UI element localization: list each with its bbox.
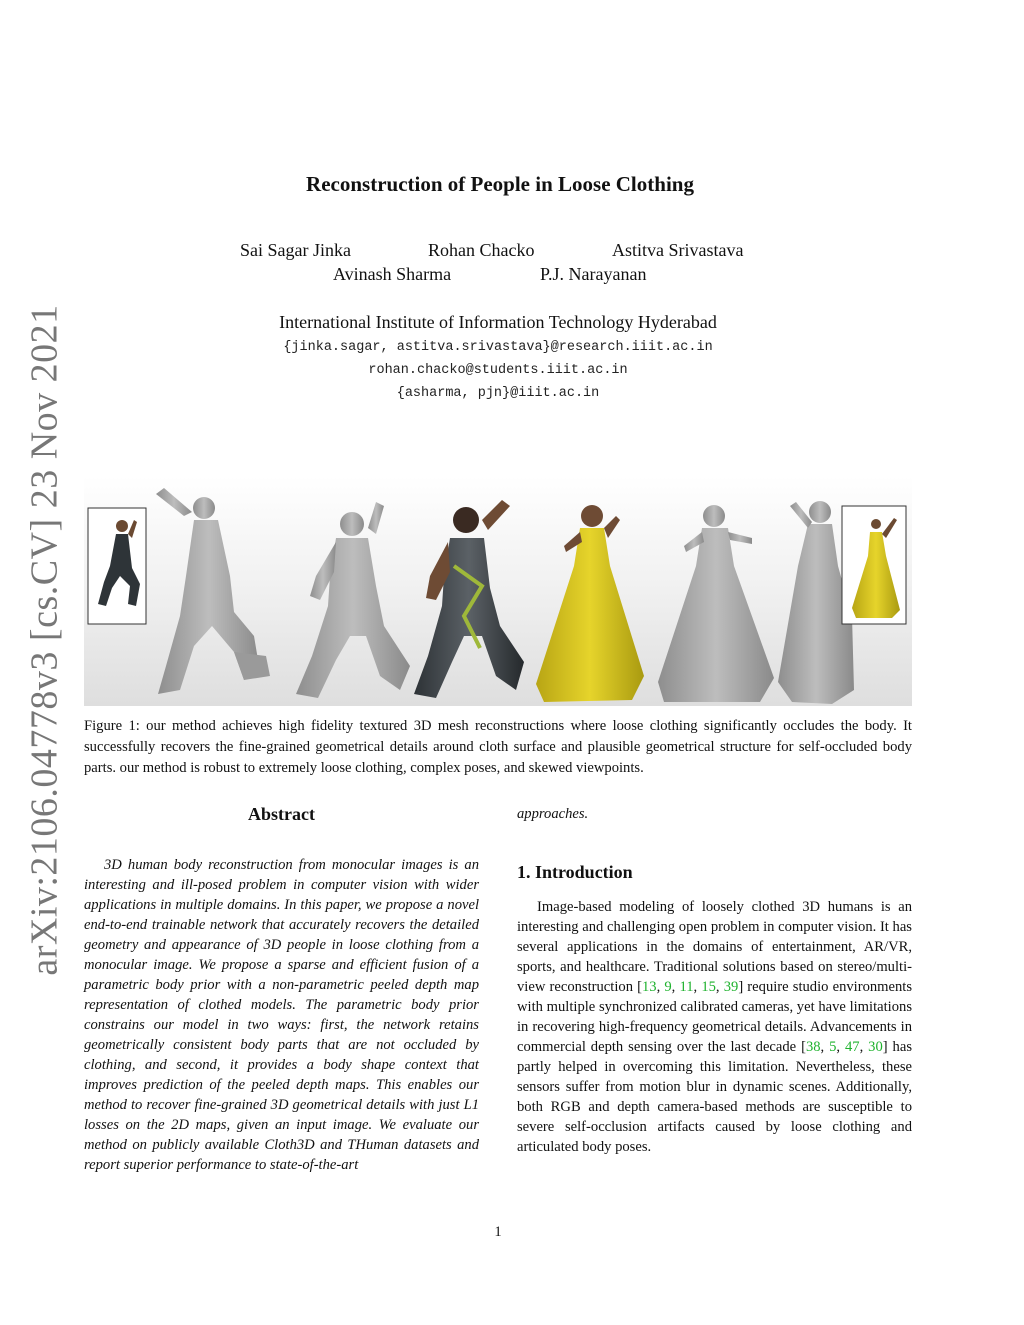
reconstruction-mesh-kneeling-2 [296,502,410,698]
abstract-heading: Abstract [248,804,315,824]
citation-link[interactable]: 15 [701,979,716,995]
paper-title: Reconstruction of People in Loose Clothing [306,172,694,196]
abstract-body [84,855,479,1175]
author-name: Avinash Sharma [333,264,452,284]
citation-link[interactable]: 5 [829,1039,837,1055]
author-name: Sai Sagar Jinka [240,240,351,260]
citation-link[interactable]: 38 [805,1039,821,1055]
abstract-continuation: approaches. [517,806,589,822]
teaser-figure [84,476,912,706]
reconstruction-mesh-dress-1 [658,505,774,702]
citation-link[interactable]: 39 [723,979,739,995]
email-line: rohan.chacko@students.iiit.ac.in [368,363,628,378]
citation-link[interactable]: 9 [664,979,672,995]
reconstruction-mesh-kneeling-1 [156,488,270,694]
section-heading-introduction: 1. Introduction [517,862,633,882]
input-image-thumbnail-left [88,508,146,624]
author-name: P.J. Narayanan [540,264,647,284]
citation-link[interactable]: 30 [868,1039,883,1055]
introduction-body [517,897,912,1157]
page-number: 1 [494,1224,502,1240]
arxiv-identifier-text: arXiv:2106.04778v3 [cs.CV] 23 Nov 2021 [24,304,66,976]
author-name: Astitva Srivastava [612,240,744,260]
teaser-illustration [84,476,912,706]
reconstruction-textured-dress [536,505,644,702]
affiliation: International Institute of Information Technology Hyderabad [279,312,717,332]
email-line: {asharma, pjn}@iiit.ac.in [396,386,600,401]
input-image-thumbnail-right [842,506,906,624]
citation-link[interactable]: 47 [845,1039,860,1055]
abstract-paragraph: 3D human body reconstruction from monocular images is an interesting and ill-posed problem in computer vision with wider applications in multiple domains. In this paper, we propose a novel end-to-end trainable network that accurately recovers the detailed geometry and appearance of 3D people in loose clothing from a monocular image. We propose a sparse and efficient fusion of a parametric body prior with a non-parametric peeled depth map representation of clothed models. The parametric body prior constrains our model in two ways: first, the network retains geometrically consistent body parts that are not occluded by clothing, and second, it provides a body shape context that improves prediction of the peeled depth maps. This enables our method to recover fine-grained 3D geometrical details with just L1 losses on the 2D maps, given an input image. We evaluate our method on publicly available Cloth3D and THuman datasets and report superior performance to state-of-the-art [84,857,479,1173]
citation-link[interactable]: 11 [679,979,694,995]
email-line: {jinka.sagar, astitva.srivastava}@research.iiit.ac.in [283,340,713,355]
citation-link[interactable]: 13 [641,979,657,995]
arxiv-identifier [24,304,66,976]
reconstruction-textured-kneeling [414,500,524,698]
intro-text: ] require studio environments with multiple synchronized calibrated cameras, yet have limitations in recovering high-frequency geometrical details. Advancements in commercial depth sensing over the last decade [ [517,979,913,1055]
author-name: Rohan Chacko [428,240,535,260]
intro-text: ] has partly helped in overcoming this limitation. Nevertheless, these sensors suffer from motion blur in dynamic scenes. Additionally, both RGB and depth camera-based methods are susceptible to severe self-occlusion artifacts caused by loose clothing and articulated body poses. [517,1039,913,1155]
figure-caption: Figure 1: our method achieves high fidelity textured 3D mesh reconstructions where loose clothing significantly occludes the body. It successfully recovers the fine-grained geometrical details around cloth surface and plausible geometrical structure for self-occluded body parts. our method is robust to extremely loose clothing, complex poses, and skewed viewpoints. [84,718,912,776]
intro-text: Image-based modeling of loosely clothed 3D humans is an interesting and challenging open problem in computer vision. It has several applications in the domains of entertainment, AR/VR, sports, and healthcare. Traditional solutions based on stereo/multi-view reconstruction [ [517,899,912,995]
introduction-paragraph: Image-based modeling of loosely clothed 3D humans is an interesting and challenging open problem in computer vision. It has several applications in the domains of entertainment, AR/VR, sports, and healthcare. Traditional solutions based on stereo/multi-view reconstruction [13, 9, 11, 15, 39] require studio environments with multiple synchronized calibrated cameras, yet have limitations in recovering high-frequency geometrical details. Advancements in commercial depth sensing over the last decade [38, 5, 47, 30] has partly helped in overcoming this limitation. Nevertheless, these sensors suffer from motion blur in dynamic scenes. Additionally, both RGB and depth camera-based methods are susceptible to severe self-occlusion artifacts caused by loose clothing and articulated body poses. [517,899,913,1155]
